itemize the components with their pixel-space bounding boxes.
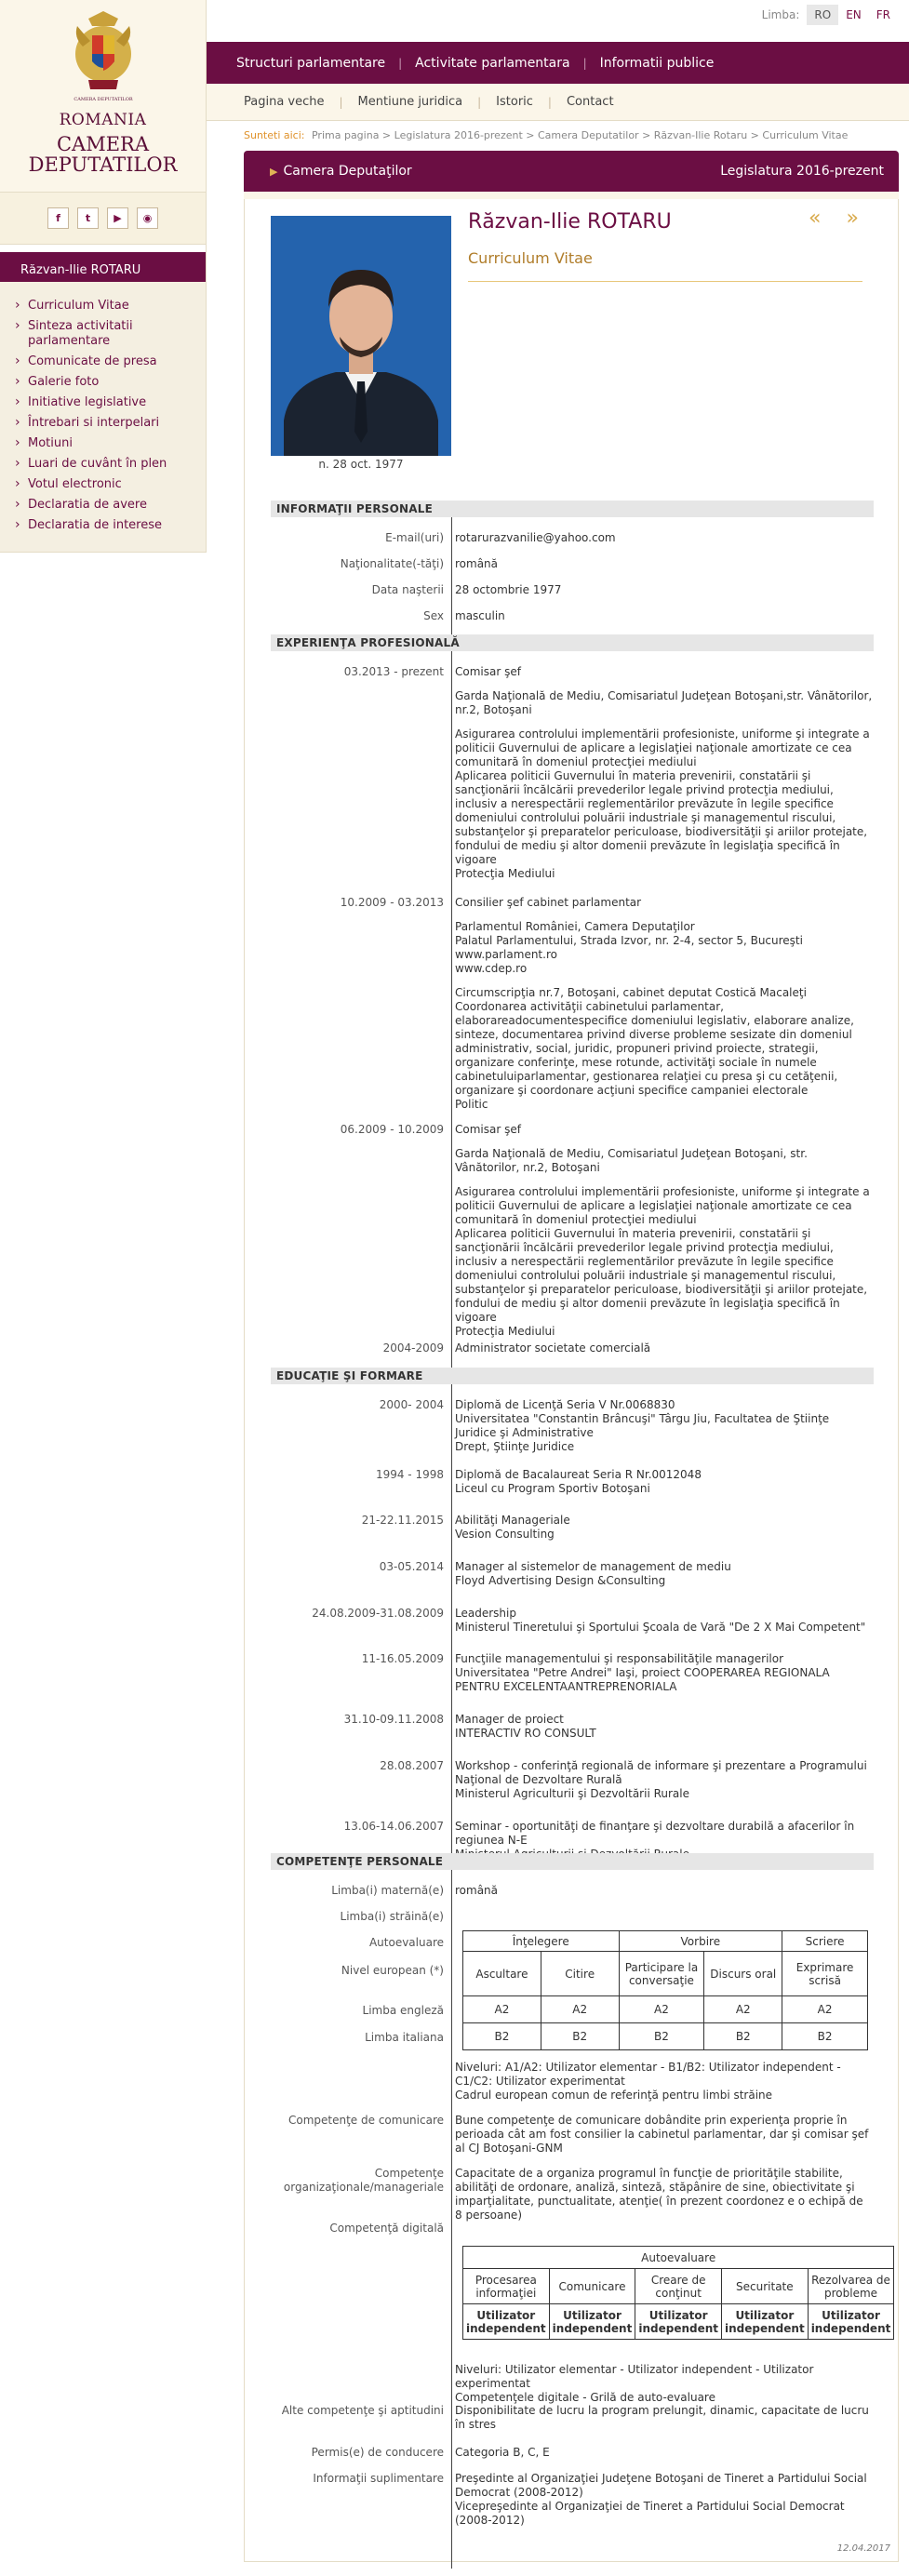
menu-item-press-releases[interactable]: › Comunicate de presa <box>15 354 206 369</box>
education-qualification: Funcţiile managementului şi responsabilităţile managerilor <box>455 1652 784 1665</box>
level-cell: B2 <box>463 2023 541 2050</box>
experience-period: 10.2009 - 03.2013 <box>340 896 444 909</box>
education-field: Drept, Ştiinţe Juridice <box>455 1440 575 1453</box>
experience-title: Comisar şef <box>455 1123 521 1136</box>
menu-item-plenary-speeches[interactable]: › Luari de cuvânt în plen <box>15 457 206 472</box>
level-cell: B2 <box>782 2023 868 2050</box>
experience-website[interactable]: www.cdep.ro <box>455 962 528 975</box>
level-cell: B2 <box>619 2023 704 2050</box>
other-skills-label: Alte competenţe şi aptitudini <box>281 2404 444 2417</box>
experience-sector: Politic <box>455 1098 488 1111</box>
experience-description: Aplicarea politicii Guvernului în materia prevenirii, constatării şi sancţionării încălcării prevederilor legale privind protecţia mediului, inclusiv a nerespectării reglementărilor prevăzute în legile specifice domeniului controlului poluării industriale şi managementul riscului, substanţelor şi preparatelor periculoase, biodiversităţii şi ariilor protejate, fondului de mediu şi altor domenii prevăzute în legislaţia specifică în vigoare <box>455 769 868 866</box>
table-row <box>463 1996 868 2023</box>
nav-separator: | <box>582 56 587 70</box>
breadcrumb <box>244 129 851 141</box>
secondary-nav <box>207 84 909 121</box>
dob-value: 28 octombrie 1977 <box>455 583 562 596</box>
digital-levels-note: Niveluri: Utilizator elementar - Utilizator independent - Utilizator experimentat <box>455 2363 814 2390</box>
levels-note: Niveluri: A1/A2: Utilizator elementar - B1/B2: Utilizator independent - C1/C2: Utilizator experimentat <box>455 2061 841 2088</box>
digital-grid-note: Competenţele digitale - Grilă de auto-evaluare <box>455 2391 715 2404</box>
experience-website[interactable]: www.parlament.ro <box>455 948 557 961</box>
menu-item-electronic-vote[interactable]: › Votul electronic <box>15 477 206 492</box>
menu-item-questions[interactable]: › Întrebari si interpelari <box>15 416 206 431</box>
digital-label: Competenţă digitală <box>329 2222 444 2235</box>
header-listening: Ascultare <box>463 1952 541 1996</box>
header-self-evaluation: Autoevaluare <box>463 2247 894 2269</box>
experience-period: 2004-2009 <box>382 1341 444 1355</box>
language-label: Limba: <box>761 8 800 21</box>
header-understanding: Înţelegere <box>463 1931 620 1952</box>
facebook-icon[interactable]: f <box>47 207 69 229</box>
education-details <box>455 1514 874 1542</box>
chamber-title-text: Camera Deputaţilor <box>283 164 412 179</box>
experience-details <box>455 665 874 881</box>
nationality-label: Naţionalitate(-tăţi) <box>340 557 444 570</box>
header-content-creation: Creare de conţinut <box>635 2269 722 2304</box>
organizational-value: Capacitate de a organiza programul în funcţie de priorităţile stabilite, abilităţi de ordonare, analiză, sinteză, stăpânire de sine, obiectivitate şi imparţialitate, punctualitate, atenţie( în prezent coordonez e o echipă de 8 persoane) <box>455 2167 863 2222</box>
education-institution: Universitatea "Constantin Brâncuşi" Târgu Jiu, Facultatea de Ştiinţe Juridice şi Administrative <box>455 1412 830 1439</box>
level-cell: A2 <box>541 1996 619 2023</box>
mother-tongue-label: Limba(i) maternă(e) <box>331 1884 444 1897</box>
education-details <box>455 1713 874 1741</box>
experience-title: Consilier şef cabinet parlamentar <box>455 896 642 909</box>
subnav-separator: | <box>477 95 482 109</box>
member-photo-image <box>271 216 451 456</box>
table-row <box>463 2023 868 2050</box>
digital-level-cell: Utilizator independent <box>808 2304 894 2340</box>
experience-description: Asigurarea controlului implementării profesioniste, uniforme şi integrate a politicii Guvernului de aplicare a legislaţiei naţionale amortizate ce cea comunitară în domeniul protecţiei mediului <box>455 1185 870 1226</box>
levels-note-block <box>455 2061 874 2102</box>
education-institution: Universitatea "Petre Andrei" Iaşi, proiect COOPERAREA REGIONALA PENTRU EXCELENTAANTREPRENORIALA <box>455 1666 830 1693</box>
level-cell: A2 <box>619 1996 704 2023</box>
youtube-icon[interactable]: ▶ <box>107 207 128 229</box>
last-updated-date: 12.04.2017 <box>836 2543 890 2554</box>
experience-employer: Parlamentul României, Camera Deputaţilor <box>455 920 695 933</box>
education-details <box>455 1468 874 1496</box>
other-skills-value: Disponibilitate de lucru la program prelungit, dinamic, capacitate de lucru în stres <box>455 2404 869 2431</box>
subnav-separator: | <box>339 95 343 109</box>
education-qualification: Seminar - oportunităţi de finanţare şi dezvoltare durabilă a afacerilor în regiunea N-E <box>455 1820 855 1847</box>
header-security: Securitate <box>722 2269 809 2304</box>
menu-item-asset-declaration[interactable]: › Declaratia de avere <box>15 498 206 513</box>
education-details <box>455 1560 874 1588</box>
sex-value: masculin <box>455 609 505 622</box>
self-evaluation-label: Autoevaluare <box>368 1936 444 1949</box>
education-institution: Vesion Consulting <box>455 1528 555 1541</box>
education-period: 31.10-09.11.2008 <box>343 1713 444 1726</box>
foreign-languages-label: Limba(i) străină(e) <box>340 1910 444 1923</box>
experience-address: Palatul Parlamentului, Strada Izvor, nr. 2-4, sector 5, Bucureşti <box>455 934 803 947</box>
driving-license-value: Categoria B, C, E <box>455 2446 550 2459</box>
education-period: 24.08.2009-31.08.2009 <box>312 1607 444 1620</box>
page-title-bar <box>244 151 899 192</box>
education-period: 13.06-14.06.2007 <box>343 1820 444 1833</box>
member-panel <box>0 245 207 553</box>
education-institution: INTERACTIV RO CONSULT <box>455 1727 596 1740</box>
education-institution: Liceul cu Program Sportiv Botoşani <box>455 1482 650 1495</box>
education-qualification: Workshop - conferinţă regională de informare şi prezentare a Programului Naţional de Dezvoltare Rurală <box>455 1759 867 1786</box>
lang-fr[interactable]: FR <box>876 8 890 21</box>
experience-period: 06.2009 - 10.2009 <box>340 1123 444 1136</box>
breadcrumb-path[interactable]: Prima pagina > Legislatura 2016-prezent > Camera Deputatilor > Răzvan-Ilie Rotaru > Curriculum Vitae <box>311 129 849 141</box>
coat-of-arms-icon <box>68 9 139 107</box>
nav-parliamentary-activity[interactable]: Activitate parlamentara <box>415 55 570 71</box>
level-cell: B2 <box>704 2023 782 2050</box>
education-qualification: Abilităţi Manageriale <box>455 1514 570 1527</box>
experience-title: Administrator societate comercială <box>455 1341 651 1355</box>
cv-vertical-rule <box>451 501 452 2569</box>
dob-label: Data naşterii <box>371 583 444 596</box>
additional-info-label: Informaţii suplimentare <box>313 2472 444 2485</box>
title-divider <box>468 281 862 282</box>
nav-separator: | <box>398 56 403 70</box>
european-level-label: Nivel european (*) <box>341 1964 444 1977</box>
nav-public-information[interactable]: Informatii publice <box>599 55 715 71</box>
experience-description: Asigurarea controlului implementării profesioniste, uniforme şi integrate a politicii Guvernului de aplicare a legislaţiei naţionale amortizate ce cea comunitară în domeniul protecţiei mediului <box>455 727 870 768</box>
main-nav <box>207 42 909 84</box>
lang-ro[interactable]: RO <box>807 5 838 25</box>
italian-label: Limba italiana <box>365 2031 444 2044</box>
experience-details <box>455 896 874 1112</box>
site-logo[interactable] <box>0 0 207 193</box>
level-cell: A2 <box>704 1996 782 2023</box>
nav-parliamentary-structures[interactable]: Structuri parlamentare <box>236 55 386 71</box>
instagram-icon[interactable]: ◉ <box>137 207 158 229</box>
cefr-note: Cadrul european comun de referinţă pentru limbi străine <box>455 2089 773 2102</box>
digital-level-cell: Utilizator independent <box>463 2304 550 2340</box>
prev-next-arrows-icon[interactable]: « » <box>809 207 868 230</box>
language-bar <box>762 4 898 26</box>
header-reading: Citire <box>541 1952 619 1996</box>
subnav-contact[interactable]: Contact <box>566 95 614 109</box>
education-qualification: Manager de proiect <box>455 1713 564 1726</box>
digital-skills-table <box>462 2246 894 2340</box>
cv-title: Curriculum Vitae <box>468 249 593 267</box>
breadcrumb-label: Sunteti aici: <box>244 129 305 141</box>
level-cell: B2 <box>541 2023 619 2050</box>
member-name-header: Răzvan-Ilie ROTARU <box>0 245 206 282</box>
organizational-label: Competenţe organizaţionale/manageriale <box>283 2167 444 2194</box>
subnav-legal-notice[interactable]: Mentiune juridica <box>357 95 463 109</box>
digital-level-cell: Utilizator independent <box>549 2304 635 2340</box>
header-oral-speech: Discurs oral <box>704 1952 782 1996</box>
mother-tongue-value: română <box>455 1884 499 1897</box>
education-period: 1994 - 1998 <box>375 1468 444 1481</box>
experience-sector: Protecţia Mediului <box>455 1325 555 1338</box>
subnav-history[interactable]: Istoric <box>496 95 533 109</box>
experience-sector: Protecţia Mediului <box>455 867 555 880</box>
communication-label: Competenţe de comunicare <box>288 2114 444 2127</box>
email-label: E-mail(uri) <box>385 531 444 544</box>
additional-info-item: Vicepreşedinte al Organizaţiei de Tineret a Partidului Social Democrat (2008-2012) <box>455 2500 845 2527</box>
section-skills: COMPETENŢE PERSONALE <box>271 1853 874 1870</box>
experience-description: Aplicarea politicii Guvernului în materia prevenirii, constatării şi sancţionării încălcării prevederilor legale privind protecţia mediului, inclusiv a nerespectării reglementărilor prevăzute în legile specifice domeniului controlului poluării industriale şi managementul riscului, substanţelor şi preparatelor periculoase, biodiversităţii şi ariilor protejate, fondului de mediu şi altor domenii prevăzute în legislaţia specifică în vigoare <box>455 1227 868 1324</box>
twitter-icon[interactable]: t <box>77 207 99 229</box>
menu-item-legislative-initiatives[interactable]: › Initiative legislative <box>15 395 206 410</box>
logo-title-line2: DEPUTATILOR <box>28 153 178 176</box>
education-details <box>455 1398 874 1454</box>
education-institution: Ministerul Agriculturii şi Dezvoltării Rurale <box>455 1787 689 1800</box>
education-period: 2000- 2004 <box>379 1398 444 1411</box>
member-name: Răzvan-Ilie ROTARU <box>468 210 672 234</box>
cv-content <box>244 199 899 2562</box>
svg-text:CAMERA DEPUTATILOR: CAMERA DEPUTATILOR <box>73 97 133 102</box>
communication-value: Bune competenţe de comunicare dobândite prin experienţa proprie în perioada cât am fost consilier la cabinetul parlamentar, dar şi comisar şef al CJ Botoşani-GNM <box>455 2114 869 2155</box>
education-period: 11-16.05.2009 <box>361 1652 444 1665</box>
digital-level-cell: Utilizator independent <box>635 2304 722 2340</box>
additional-info-values <box>455 2472 874 2528</box>
education-qualification: Diplomă de Licenţă Seria V Nr.0068830 <box>455 1398 675 1411</box>
birth-caption: n. 28 oct. 1977 <box>318 458 404 471</box>
left-sidebar <box>0 0 207 553</box>
header-speaking: Vorbire <box>619 1931 782 1952</box>
email-value[interactable]: rotarurazvanilie@yahoo.com <box>455 531 616 544</box>
header-writing: Scriere <box>782 1931 868 1952</box>
experience-description: Coordonarea activităţii cabinetului parlamentar, elaborareadocumentespecifice domeniului legislativ, elaborare analize, sinteze, documentarea privind diverse probleme sesizate din domeniul administrativ, social, juridic, propuneri privind proiecte, strategii, organizare conferinţe, mese rotunde, activităţi sociale în numele cabinetuluiparlamentar, gestionarea relaţiei cu presa şi cu cetăţenii, organizare şi coordonare acţiuni specifice campaniei electorale <box>455 1000 854 1097</box>
additional-info-item: Preşedinte al Organizaţiei Judeţene Botoşani de Tineret a Partidului Social Democrat (2008-2012) <box>455 2472 867 2499</box>
chamber-title <box>270 164 412 179</box>
section-personal-info: INFORMAŢII PERSONALE <box>271 501 874 517</box>
level-cell: A2 <box>463 1996 541 2023</box>
section-education: EDUCAŢIE ŞI FORMARE <box>271 1368 874 1384</box>
social-links <box>0 193 207 245</box>
header-written-expression: Exprimare scrisă <box>782 1952 868 1996</box>
experience-constituency: Circumscripţia nr.7, Botoşani, cabinet deputat Costică Macaleţi <box>455 986 807 999</box>
education-details <box>455 1759 874 1801</box>
subnav-old-page[interactable]: Pagina veche <box>244 95 325 109</box>
chevron-right-icon: ▶ <box>270 166 278 178</box>
experience-employer: Garda Naţională de Mediu, Comisariatul Judeţean Botoşani,str. Vânătorilor, nr.2, Botoşani <box>455 689 873 716</box>
section-experience: EXPERIENŢA PROFESIONALĂ <box>271 634 874 651</box>
education-period: 21-22.11.2015 <box>361 1514 444 1527</box>
logo-title-line1: CAMERA <box>56 133 150 155</box>
header-communication: Comunicare <box>549 2269 635 2304</box>
title-strip <box>244 192 899 199</box>
sex-label: Sex <box>423 609 444 622</box>
member-menu <box>0 282 206 533</box>
member-photo <box>271 216 451 456</box>
header-information-processing: Procesarea informaţiei <box>463 2269 550 2304</box>
driving-license-label: Permis(e) de conducere <box>311 2446 444 2459</box>
header-conversation: Participare la conversaţie <box>619 1952 704 1996</box>
menu-item-curriculum-vitae[interactable]: › Curriculum Vitae <box>15 299 206 314</box>
experience-period: 03.2013 - prezent <box>343 665 444 678</box>
level-cell: A2 <box>782 1996 868 2023</box>
menu-item-interest-declaration[interactable]: › Declaratia de interese <box>15 518 206 533</box>
subnav-separator: | <box>547 95 552 109</box>
education-institution: Floyd Advertising Design &Consulting <box>455 1574 666 1587</box>
education-period: 28.08.2007 <box>380 1759 444 1772</box>
digital-level-cell: Utilizator independent <box>722 2304 809 2340</box>
education-qualification: Leadership <box>455 1607 516 1620</box>
education-qualification: Diplomă de Bacalaureat Seria R Nr.0012048 <box>455 1468 702 1481</box>
legislature-title: Legislatura 2016-prezent <box>720 164 884 179</box>
header-problem-solving: Rezolvarea de probleme <box>808 2269 894 2304</box>
menu-item-activity-summary[interactable]: › Sinteza activitatii parlamentare <box>15 319 206 349</box>
digital-notes-block <box>455 2363 874 2405</box>
experience-details <box>455 1123 874 1339</box>
english-label: Limba engleză <box>362 2004 444 2017</box>
education-qualification: Manager al sistemelor de management de mediu <box>455 1560 731 1573</box>
education-institution: Ministerul Tineretului şi Sportului Şcoala de Vară "De 2 X Mai Competent" <box>455 1621 866 1634</box>
menu-item-motions[interactable]: › Motiuni <box>15 436 206 451</box>
education-details <box>455 1607 874 1635</box>
language-skills-table <box>462 1930 868 2050</box>
education-details <box>455 1652 874 1694</box>
lang-en[interactable]: EN <box>846 8 862 21</box>
experience-employer: Garda Naţională de Mediu, Comisariatul Judeţean Botoşani, str. Vânătorilor, nr.2, Botoşani <box>455 1147 808 1174</box>
table-row <box>463 2304 894 2340</box>
menu-item-photo-gallery[interactable]: › Galerie foto <box>15 375 206 390</box>
nationality-value: română <box>455 557 499 570</box>
logo-country: ROMANIA <box>59 111 147 129</box>
experience-title: Comisar şef <box>455 665 521 678</box>
education-period: 03-05.2014 <box>379 1560 444 1573</box>
